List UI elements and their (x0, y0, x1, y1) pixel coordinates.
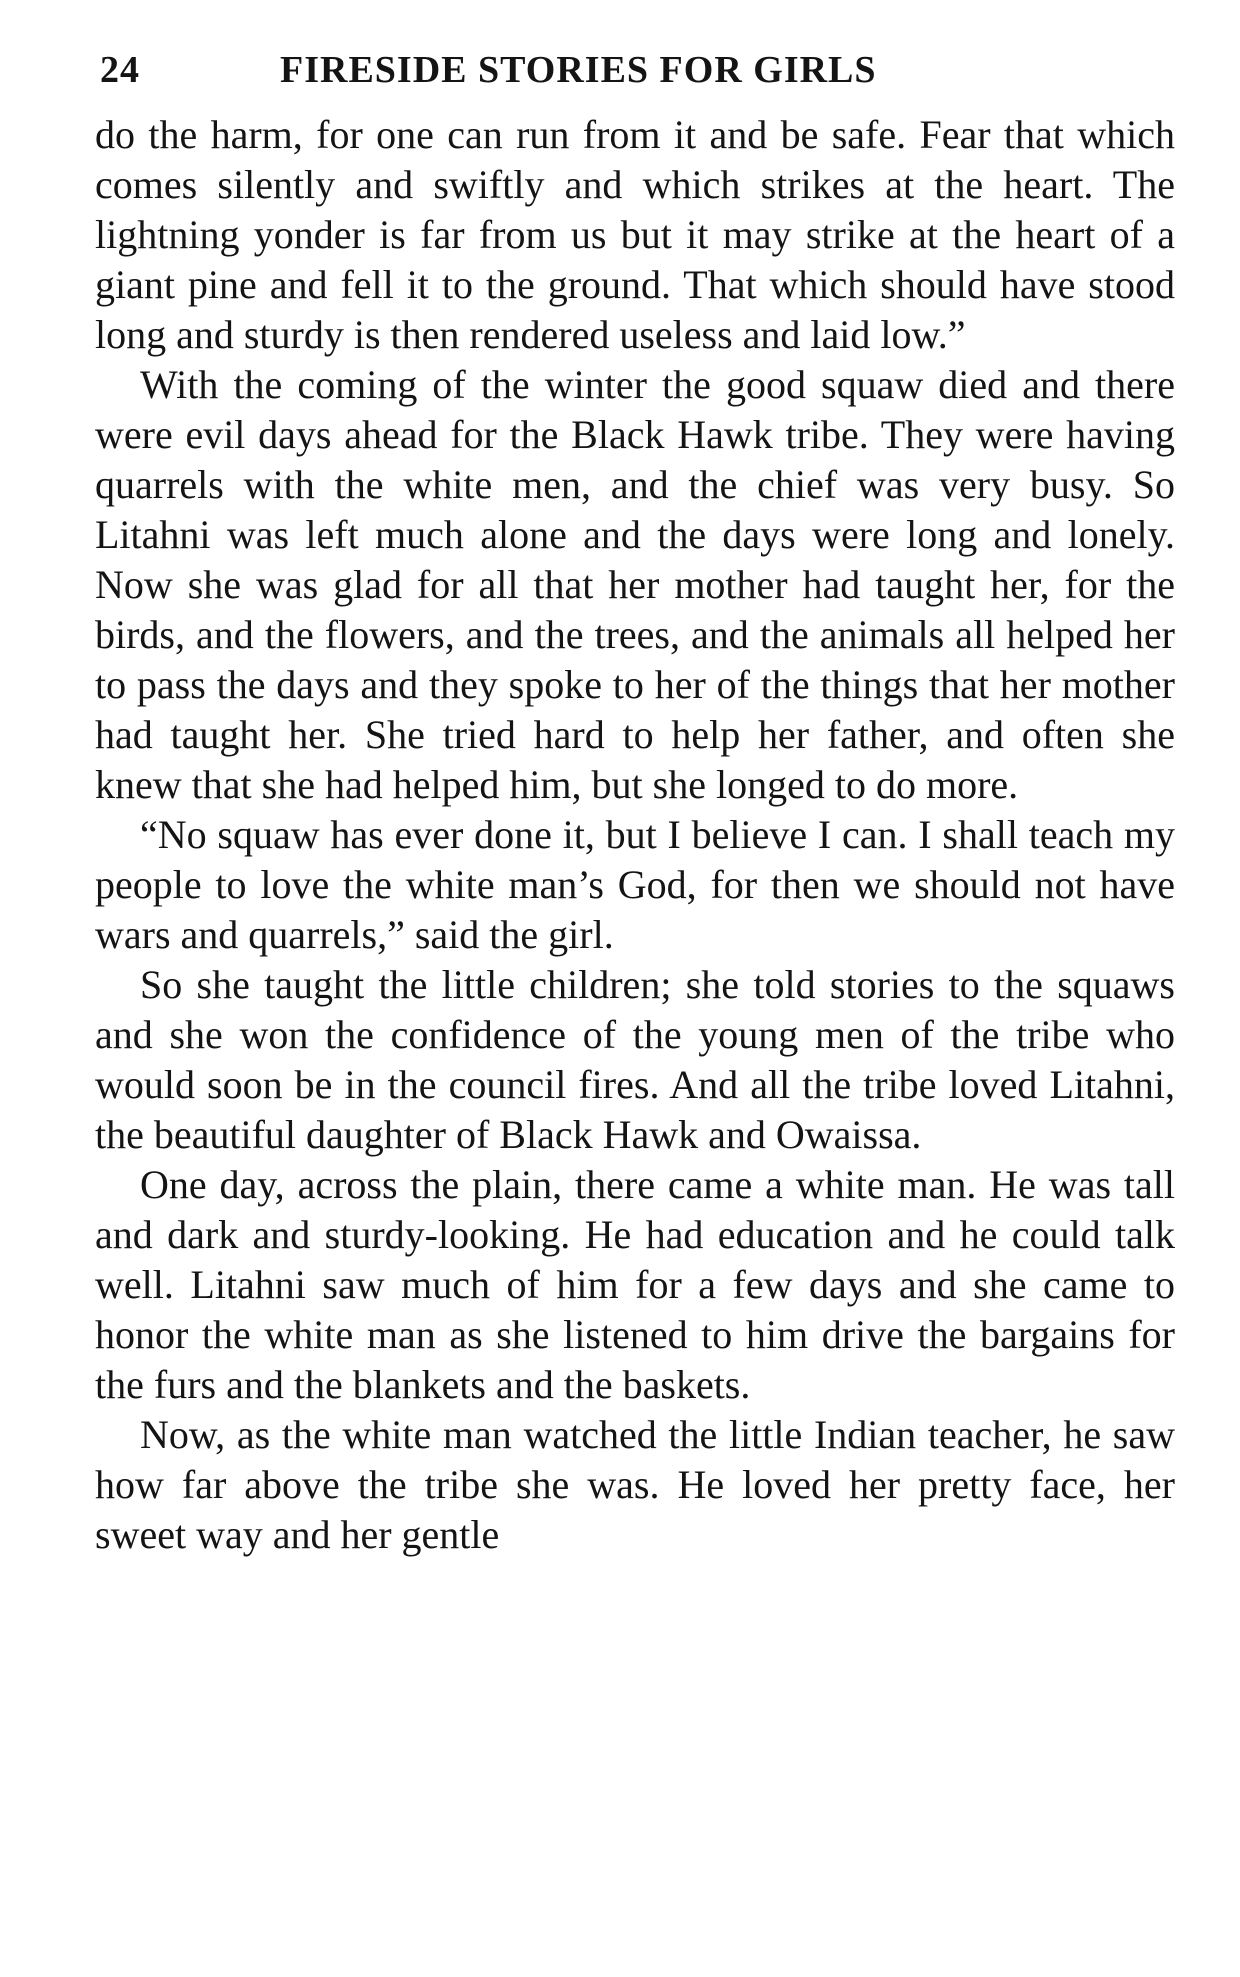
page-header (100, 40, 1180, 100)
paragraph: One day, across the plain, there came a white man. He was tall and dark and sturdy-looking. He had education and he could talk well. Litahni saw much of him for a few days and she came to honor the white man as she listened to him drive the bargains for the furs and the blankets and the baskets. (95, 1162, 1175, 1407)
body-text (95, 110, 1175, 1560)
running-title: FIRESIDE STORIES FOR GIRLS (280, 49, 877, 91)
paragraph: Now, as the white man watched the little Indian teacher, he saw how far above the tribe she was. He loved her pretty face, her sweet way and her gentle (95, 1412, 1175, 1557)
paragraph: So she taught the little children; she told stories to the squaws and she won the confidence of the young men of the tribe who would soon be in the council fires. And all the tribe loved Litahni, the beautiful daughter of Black Hawk and Owaissa. (95, 962, 1175, 1157)
page-number: 24 (100, 49, 140, 91)
paragraph-continued: do the harm, for one can run from it and be safe. Fear that which comes silently and swiftly and which strikes at the heart. The lightning yonder is far from us but it may strike at the heart of a giant pine and fell it to the ground. That which should have stood long and sturdy is then rendered useless and laid low.” (95, 112, 1175, 357)
paragraph: “No squaw has ever done it, but I believe I can. I shall teach my people to love the white man’s God, for then we should not have wars and quarrels,” said the girl. (95, 812, 1175, 957)
paragraph: With the coming of the winter the good squaw died and there were evil days ahead for the Black Hawk tribe. They were having quarrels with the white men, and the chief was very busy. So Litahni was left much alone and the days were long and lonely. Now she was glad for all that her mother had taught her, for the birds, and the flowers, and the trees, and the animals all helped her to pass the days and they spoke to her of the things that her mother had taught her. She tried hard to help her father, and often she knew that she had helped him, but she longed to do more. (95, 362, 1175, 807)
